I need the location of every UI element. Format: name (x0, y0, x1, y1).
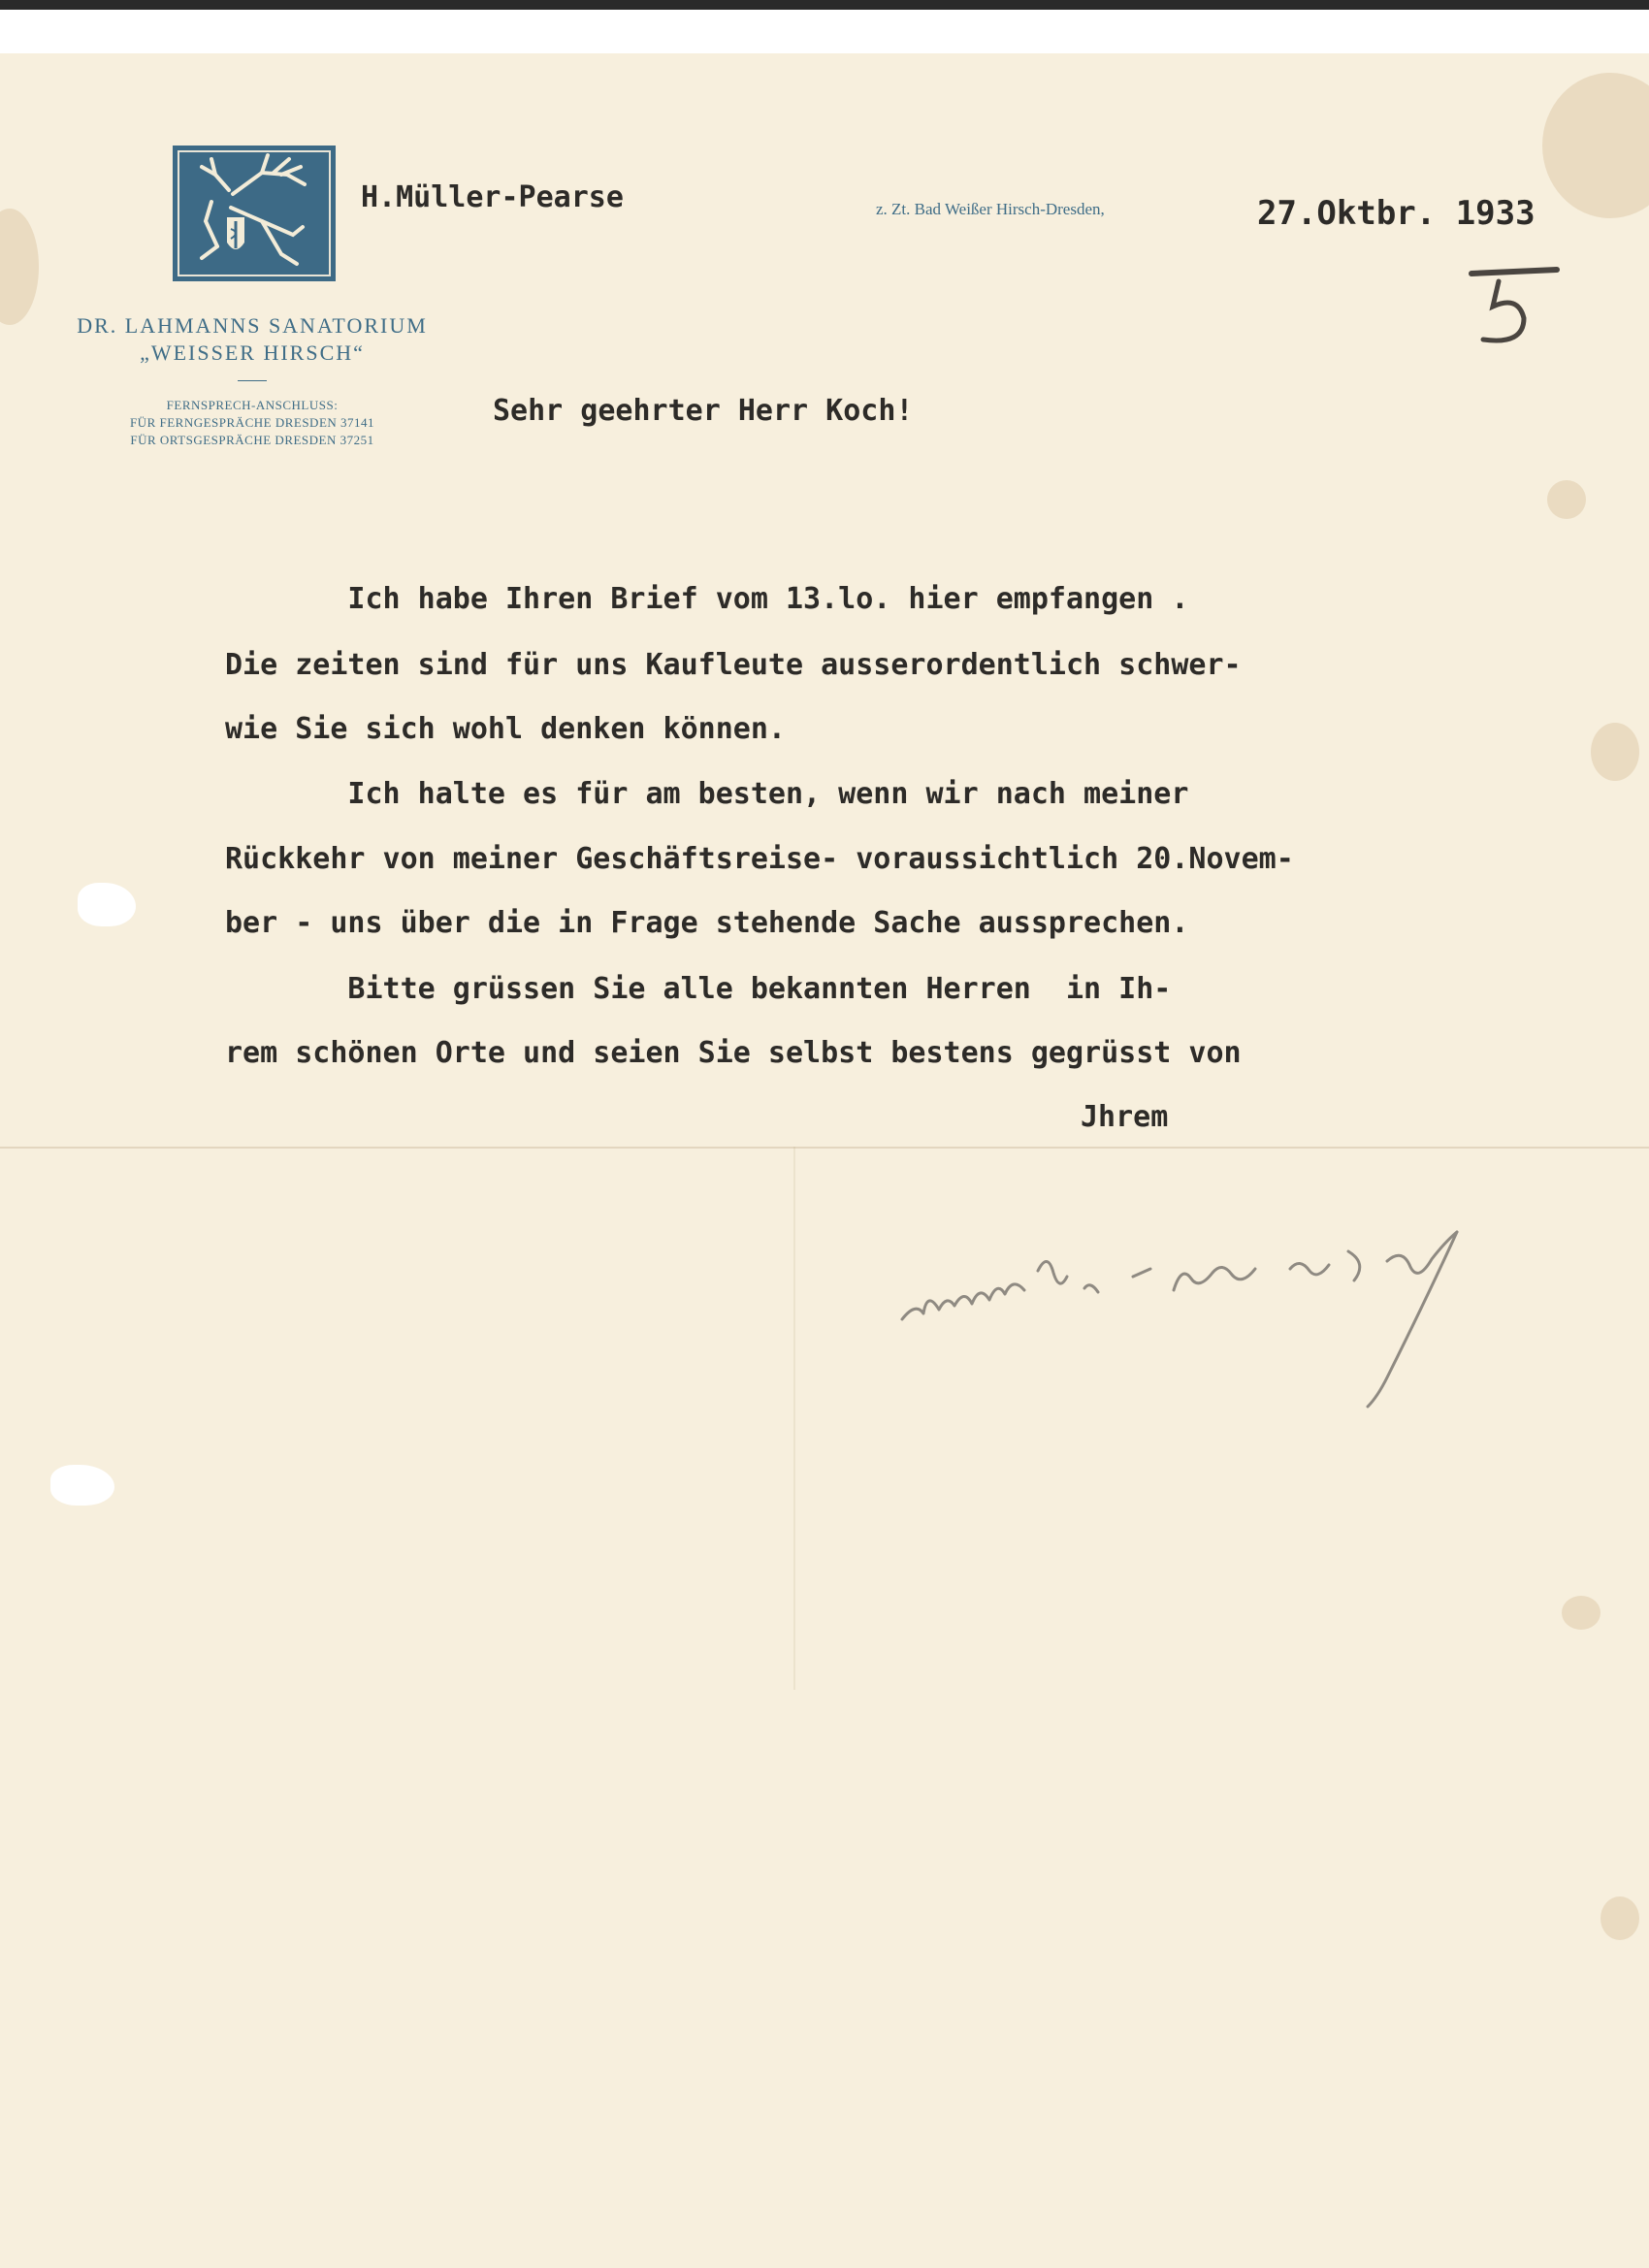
letterhead-divider (238, 380, 267, 381)
phone-local: FÜR ORTSGESPRÄCHE DRESDEN 37251 (130, 433, 374, 447)
phone-heading: FERNSPRECH-ANSCHLUSS: (166, 398, 339, 412)
body-line: Rückkehr von meiner Geschäftsreise- voraussichtlich 20.Novem- (225, 842, 1294, 876)
body-line: ber - uns über die in Frage stehende Sache aussprechen. (225, 906, 1189, 940)
sanatorium-name: DR. LAHMANNS SANATORIUM (77, 313, 428, 338)
closing: Jhrem (1081, 1100, 1169, 1134)
body-line: Die zeiten sind für uns Kaufleute ausserordentlich schwer- (225, 648, 1242, 682)
sanatorium-subtitle: „WEISSER HIRSCH“ (140, 340, 365, 365)
body-line: rem schönen Orte und seien Sie selbst bestens gegrüsst von (225, 1036, 1242, 1070)
stain (1562, 1596, 1600, 1630)
stain (1600, 1896, 1639, 1940)
sender-name: H.Müller-Pearse (361, 180, 624, 214)
stain (1547, 480, 1586, 519)
stag-logo (173, 146, 336, 281)
stain (1542, 73, 1649, 218)
handwritten-signature (883, 1213, 1630, 1426)
body-line: Bitte grüssen Sie alle bekannten Herren in Ih- (225, 972, 1172, 1006)
stain (0, 209, 39, 325)
body-line: Ich halte es für am besten, wenn wir nach meiner (225, 777, 1189, 811)
stain (1591, 723, 1639, 781)
body-line: Ich habe Ihren Brief vom 13.lo. hier empfangen . (225, 582, 1189, 616)
salutation: Sehr geehrter Herr Koch! (493, 394, 914, 428)
fold-line (793, 1147, 795, 1690)
punch-hole (78, 883, 136, 926)
letterhead-block (29, 312, 475, 449)
handwritten-number (1460, 252, 1567, 359)
place-line: z. Zt. Bad Weißer Hirsch-Dresden, (876, 200, 1105, 218)
body-line: wie Sie sich wohl denken können. (225, 712, 786, 746)
scan-top-edge (0, 0, 1649, 10)
fold-line (0, 1147, 1649, 1149)
letter-date: 27.Oktbr. 1933 (1257, 194, 1536, 233)
phone-long-distance: FÜR FERNGESPRÄCHE DRESDEN 37141 (129, 415, 375, 430)
punch-hole (50, 1465, 114, 1506)
